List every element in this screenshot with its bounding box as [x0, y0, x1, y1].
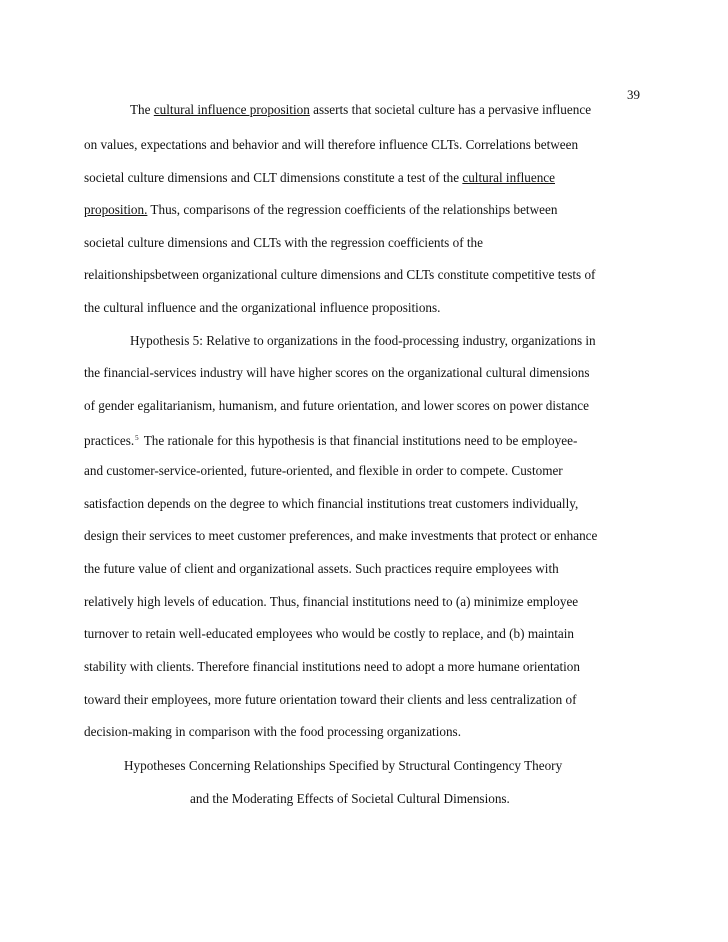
paragraph-2-line-7: design their services to meet customer preferences, and make investments that protect or enhance	[84, 528, 598, 543]
text-run: asserts that societal culture has a pervasive influence	[309, 102, 592, 117]
paragraph-2-line-13: decision-making in comparison with the food processing organizations.	[84, 724, 461, 739]
underlined-term: proposition.	[84, 202, 148, 217]
page-number: 39	[627, 87, 640, 102]
paragraph-1-line-5: societal culture dimensions and CLTs with the regression coefficients of the	[84, 235, 484, 250]
paragraph-2-line-10: turnover to retain well-educated employees who would be costly to replace, and (b) maintain	[84, 626, 574, 641]
paragraph-1-line-2: on values, expectations and behavior and will therefore influence CLTs. Correlations between	[84, 137, 579, 152]
text-run: societal culture dimensions and CLT dimensions constitute a test of the	[84, 170, 463, 185]
underlined-term: cultural influence proposition	[153, 102, 310, 117]
paragraph-1-line-3	[84, 170, 555, 186]
paragraph-2-line-12: toward their employees, more future orientation toward their clients and less centralization of	[84, 692, 577, 707]
paragraph-2-line-5: and customer-service-oriented, future-oriented, and flexible in order to compete. Customer	[84, 463, 563, 478]
section-heading-line-1: Hypotheses Concerning Relationships Specified by Structural Contingency Theory	[124, 758, 563, 773]
text-run: The rationale for this hypothesis is that financial institutions need to be employee-	[140, 433, 578, 448]
paragraph-2-line-9: relatively high levels of education. Thus, financial institutions need to (a) minimize employee	[84, 594, 579, 609]
text-run: The	[130, 102, 154, 117]
underlined-term: cultural influence	[462, 170, 555, 185]
text-run: practices.	[84, 433, 135, 448]
paragraph-1-line-4	[84, 202, 557, 218]
paragraph-2-line-11: stability with clients. Therefore financial institutions need to adopt a more humane orientation	[84, 659, 580, 674]
paragraph-2-line-4	[84, 430, 577, 449]
paragraph-2-line-3: of gender egalitarianism, humanism, and future orientation, and lower scores on power distance	[84, 398, 589, 413]
paragraph-2-line-2: the financial-services industry will have higher scores on the organizational cultural dimensions	[84, 365, 590, 380]
text-run: Thus, comparisons of the regression coefficients of the relationships between	[147, 202, 558, 217]
paragraph-2-line-8: the future value of client and organizational assets. Such practices require employees with	[84, 561, 559, 576]
paragraph-1-line-1	[130, 102, 591, 118]
paragraph-2-line-6: satisfaction depends on the degree to which financial institutions treat customers individually,	[84, 496, 579, 511]
paragraph-2-line-1: Hypothesis 5: Relative to organizations in the food-processing industry, organizations in	[130, 333, 596, 348]
paragraph-1-line-6: relaitionshipsbetween organizational culture dimensions and CLTs constitute competitive tests of	[84, 267, 596, 282]
section-heading-line-2: and the Moderating Effects of Societal Cultural Dimensions.	[190, 791, 510, 806]
paragraph-1-line-7: the cultural influence and the organizational influence propositions.	[84, 300, 441, 315]
footnote-reference[interactable]: 5	[135, 434, 139, 442]
